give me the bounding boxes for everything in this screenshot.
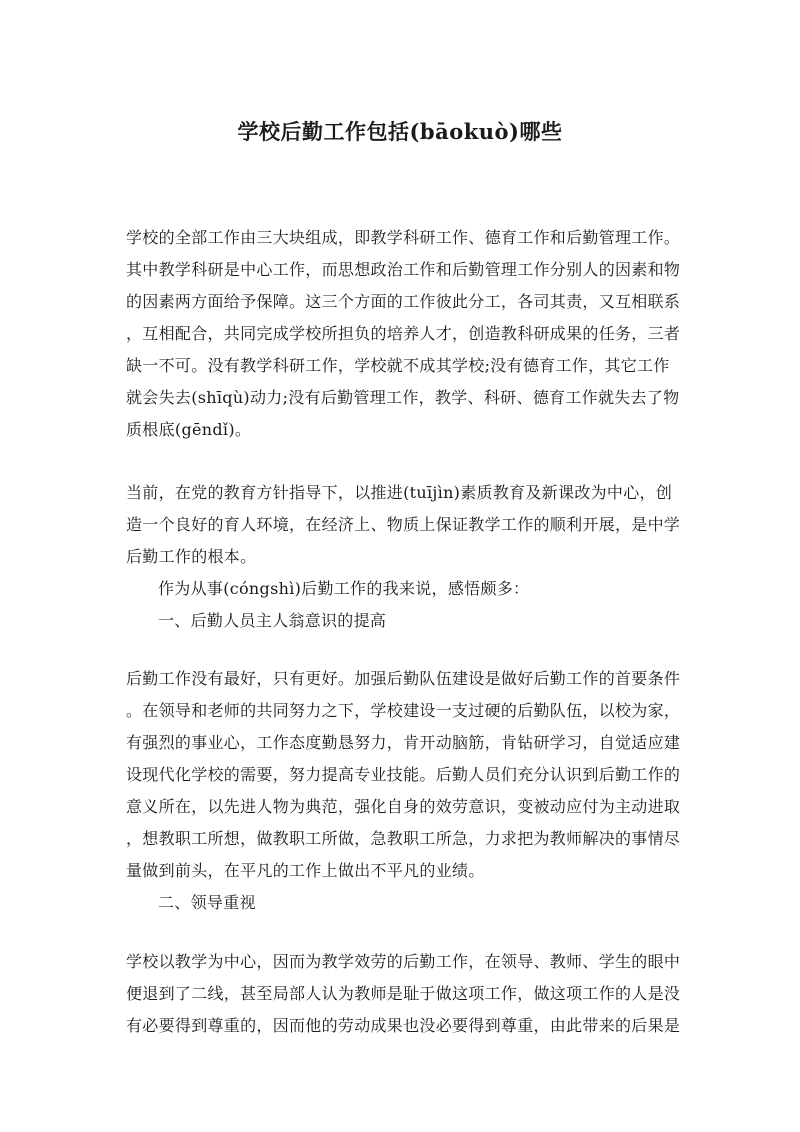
paragraph-3-line: 设现代化学校的需要，努力提高专业技能。后勤人员们充分认识到后勤工作的 [126, 765, 681, 784]
paragraph-4-line: 便退到了二线，甚至局部人认为教师是耻于做这项工作，做这项工作的人是没 [126, 984, 681, 1003]
paragraph-3-line: 量做到前头，在平凡的工作上做出不平凡的业绩。 [126, 861, 485, 880]
paragraph-4-line: 学校以教学为中心，因而为教学效劳的后勤工作，在领导、教师、学生的眼中 [126, 952, 681, 971]
document-title: 学校后勤工作包括(bāokuò)哪些 [237, 119, 563, 144]
paragraph-1-line: 的因素两方面给予保障。这三个方面的工作彼此分工，各司其责，又互相联系 [126, 292, 681, 311]
paragraph-1-line: 质根底(gēndǐ)。 [126, 420, 252, 439]
paragraph-3-line: 。在领导和老师的共同努力之下，学校建设一支过硬的后勤队伍，以校为家， [126, 701, 681, 720]
section-heading-2: 二、领导重视 [158, 893, 256, 912]
section-heading-1: 一、后勤人员主人翁意识的提高 [158, 611, 387, 630]
paragraph-2-line: 当前，在党的教育方针指导下，以推进(tuījìn)素质教育及新课改为中心，创 [126, 483, 673, 502]
paragraph-3-line: 意义所在，以先进人物为典范，强化自身的效劳意识，变被动应付为主动进取 [126, 797, 681, 816]
paragraph-1-line: 缺一不可。没有教学科研工作，学校就不成其学校;没有德育工作，其它工作 [126, 356, 670, 375]
paragraph-1-line: 就会失去(shīqù)动力;没有后勤管理工作，教学、科研、德育工作就失去了物 [126, 388, 680, 407]
paragraph-3-line: 后勤工作没有最好，只有更好。加强后勤队伍建设是做好后勤工作的首要条件 [126, 669, 681, 688]
paragraph-1-line: ，互相配合，共同完成学校所担负的培养人才，创造教科研成果的任务，三者 [126, 324, 681, 343]
intro-line: 作为从事(cóngshì)后勤工作的我来说，感悟颇多： [158, 579, 530, 598]
paragraph-1-line: 其中教学科研是中心工作，而思想政治工作和后勤管理工作分别人的因素和物 [126, 260, 681, 279]
paragraph-2-line: 后勤工作的根本。 [126, 547, 257, 566]
paragraph-3-line: ，想教职工所想，做教职工所做，急教职工所急，力求把为教师解决的事情尽 [126, 829, 681, 848]
paragraph-4-line: 有必要得到尊重的，因而他的劳动成果也没必要得到尊重，由此带来的后果是 [126, 1016, 681, 1035]
paragraph-1-line: 学校的全部工作由三大块组成，即教学科研工作、德育工作和后勤管理工作。 [126, 228, 681, 247]
paragraph-2-line: 造一个良好的育人环境，在经济上、物质上保证教学工作的顺利开展，是中学 [126, 515, 681, 534]
paragraph-3-line: 有强烈的事业心，工作态度勤恳努力，肯开动脑筋，肯钻研学习，自觉适应建 [126, 733, 681, 752]
